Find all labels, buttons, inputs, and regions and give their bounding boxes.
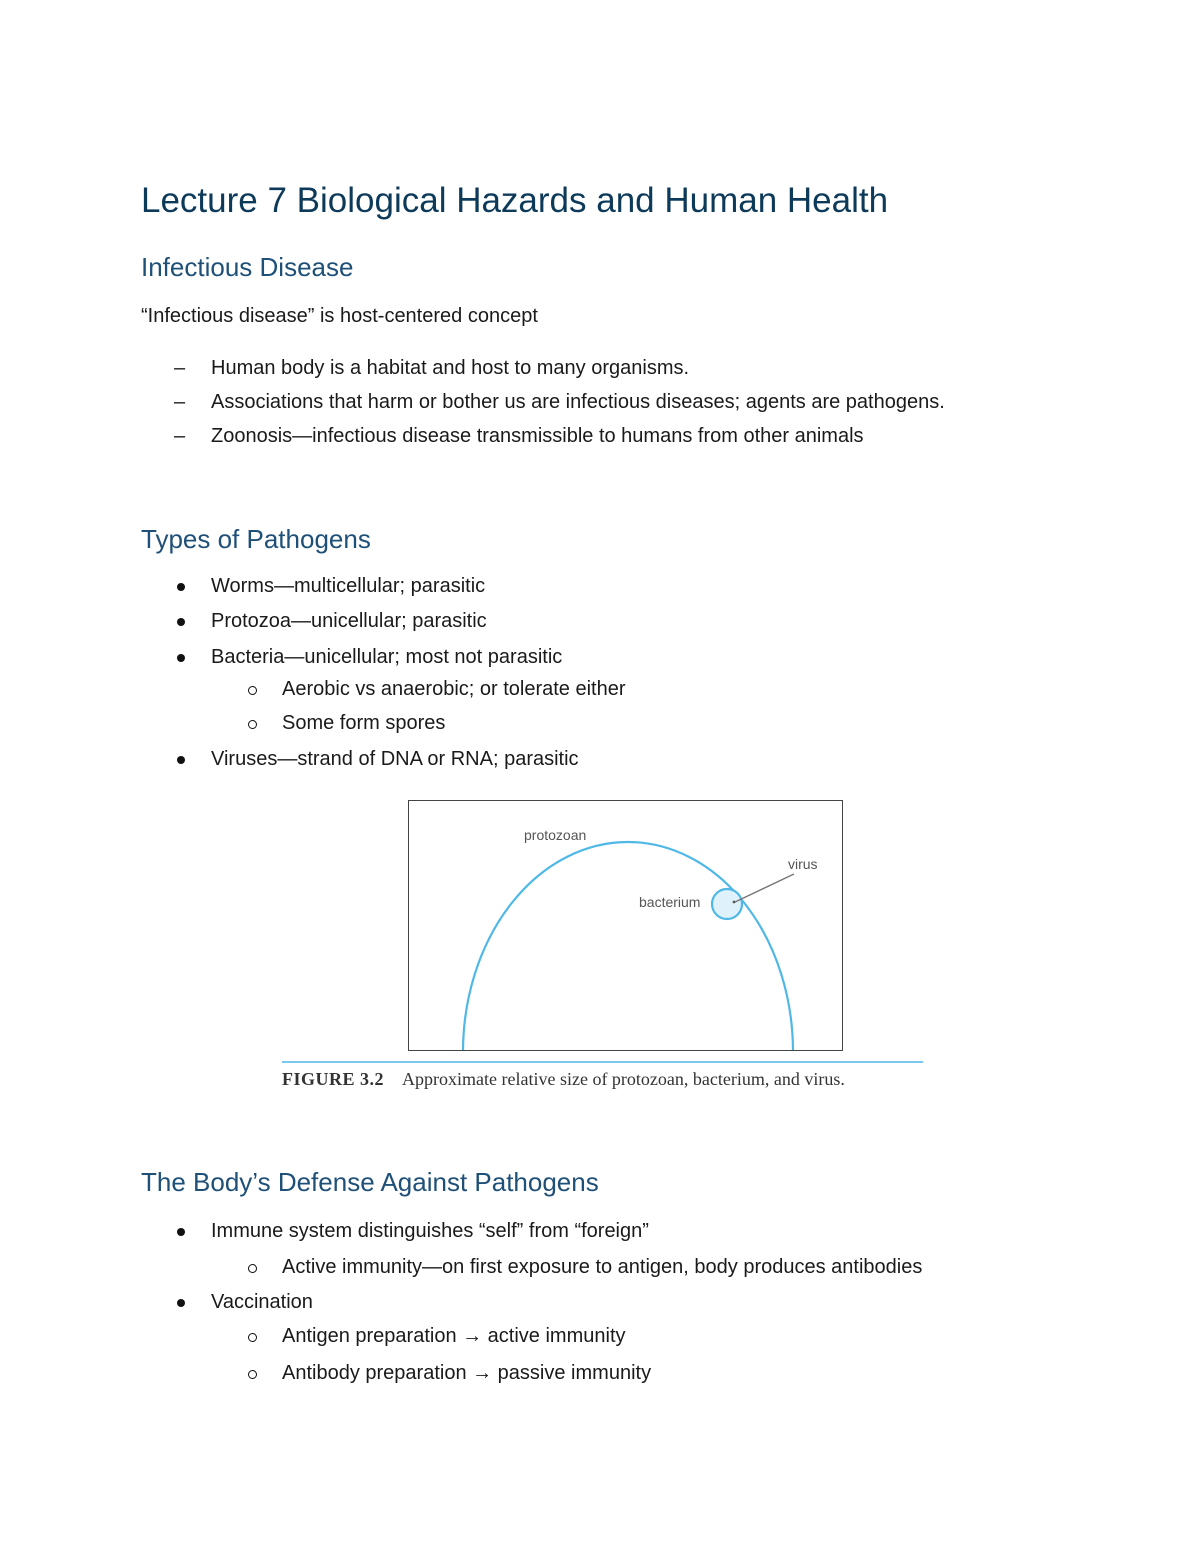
- list-item-text: Associations that harm or bother us are infectious diseases; agents are pathogens.: [211, 391, 945, 413]
- figure-number: FIGURE 3.2: [282, 1069, 385, 1089]
- dash-marker: –: [174, 391, 186, 413]
- protozoan-outline: [463, 842, 793, 1051]
- bullet-dot-icon: [177, 1228, 185, 1236]
- figure-size-comparison: [408, 800, 843, 1051]
- intro-paragraph: “Infectious disease” is host-centered concept: [141, 305, 538, 327]
- sub-list-item-text: Some form spores: [282, 712, 446, 734]
- figure-caption-rule: [282, 1061, 923, 1063]
- virus-pointer-line: [735, 874, 794, 902]
- page-title: Lecture 7 Biological Hazards and Human Health: [141, 181, 889, 220]
- virus-label: virus: [788, 856, 818, 872]
- list-item-text: Zoonosis—infectious disease transmissible to humans from other animals: [211, 425, 864, 447]
- bullet-circle-icon: [248, 686, 257, 695]
- sub-list-item-text: Antibody preparation → passive immunity: [282, 1362, 652, 1384]
- dash-marker: –: [174, 425, 186, 447]
- dash-marker: –: [174, 357, 186, 379]
- protozoan-label: protozoan: [524, 827, 587, 843]
- bullet-circle-icon: [248, 1333, 257, 1342]
- figure-caption: [282, 1069, 845, 1090]
- list-item-text: Immune system distinguishes “self” from “foreign”: [211, 1220, 649, 1242]
- bullet-dot-icon: [177, 583, 185, 591]
- bullet-circle-icon: [248, 720, 257, 729]
- bullet-dot-icon: [177, 654, 185, 662]
- list-item-text: Bacteria—unicellular; most not parasitic: [211, 646, 563, 668]
- bullet-dot-icon: [177, 1299, 185, 1307]
- virus-dot: [733, 901, 736, 904]
- section-heading-body-defense: The Body’s Defense Against Pathogens: [141, 1167, 599, 1197]
- bullet-circle-icon: [248, 1264, 257, 1273]
- sub-list-item-text: Antigen preparation → active immunity: [282, 1325, 626, 1347]
- bullet-circle-icon: [248, 1370, 257, 1379]
- list-item-text: Vaccination: [211, 1291, 313, 1313]
- sub-list-item-text: Aerobic vs anaerobic; or tolerate either: [282, 678, 626, 700]
- section-heading-types-of-pathogens: Types of Pathogens: [141, 524, 371, 554]
- bacterium-label: bacterium: [639, 894, 701, 910]
- figure-caption-text: Approximate relative size of protozoan, bacterium, and virus.: [402, 1069, 845, 1089]
- sub-list-item-text: Active immunity—on first exposure to antigen, body produces antibodies: [282, 1256, 923, 1278]
- list-item-text: Viruses—strand of DNA or RNA; parasitic: [211, 748, 579, 770]
- list-item-text: Worms—multicellular; parasitic: [211, 575, 486, 597]
- figure-svg: [409, 801, 843, 1051]
- list-item-text: Protozoa—unicellular; parasitic: [211, 610, 487, 632]
- bullet-dot-icon: [177, 618, 185, 626]
- list-item-text: Human body is a habitat and host to many organisms.: [211, 357, 690, 379]
- bacterium-circle: [712, 889, 742, 919]
- section-heading-infectious-disease: Infectious Disease: [141, 252, 354, 282]
- bullet-dot-icon: [177, 756, 185, 764]
